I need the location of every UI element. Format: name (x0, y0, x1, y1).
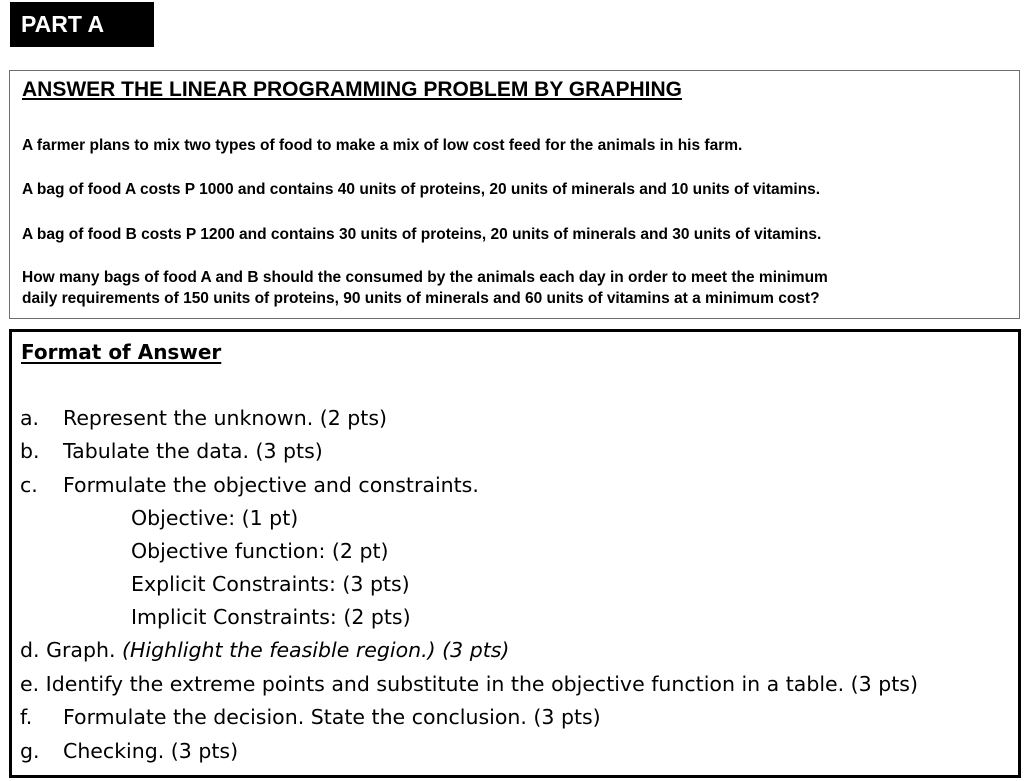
answer-item-e (20, 670, 918, 698)
item-text: Formulate the objective and constraints. (63, 473, 479, 497)
item-marker: g. (20, 739, 40, 763)
problem-paragraph-intro: A farmer plans to mix two types of food to make a mix of low cost feed for the animals in his farm. (22, 137, 743, 154)
item-text: Checking. (3 pts) (63, 739, 239, 763)
answer-format-heading: Format of Answer (21, 340, 222, 364)
item-marker: a. (20, 406, 40, 430)
sub-item-objective: Objective: (1 pt) (131, 506, 299, 530)
answer-item-f (20, 703, 601, 731)
item-text: Represent the unknown. (2 pts) (63, 406, 388, 430)
item-italic-text: (Highlight the feasible region.) (3 pts) (122, 638, 510, 662)
item-marker: b. (20, 439, 40, 463)
item-marker: e. (20, 672, 40, 696)
item-marker: d. (20, 638, 40, 662)
sub-item-explicit-constraints: Explicit Constraints: (3 pts) (131, 572, 410, 596)
item-text: Graph. (46, 638, 116, 662)
answer-item-b (20, 437, 323, 465)
problem-question-line-1: How many bags of food A and B should the consumed by the animals each day in order to meet the minimum (22, 269, 828, 286)
problem-paragraph-food-b: A bag of food B costs P 1200 and contains 30 units of proteins, 20 units of minerals and 30 units of vitamins. (22, 226, 822, 243)
sub-item-implicit-constraints: Implicit Constraints: (2 pts) (131, 605, 411, 629)
sub-item-objective-function: Objective function: (2 pt) (131, 539, 389, 563)
answer-item-g (20, 737, 238, 765)
item-marker: c. (20, 473, 38, 497)
problem-paragraph-food-a: A bag of food A costs P 1000 and contains 40 units of proteins, 20 units of minerals and 10 units of vitamins. (22, 181, 821, 198)
item-text: Identify the extreme points and substitute in the objective function in a table. (3 pts) (45, 672, 918, 696)
answer-format-box (9, 329, 1021, 778)
part-label: PART A (10, 2, 154, 47)
item-text: Tabulate the data. (3 pts) (63, 439, 323, 463)
problem-question-line-2: daily requirements of 150 units of proteins, 90 units of minerals and 60 units of vitamins at a minimum cost? (22, 290, 820, 307)
answer-item-d (20, 636, 509, 664)
answer-item-a (20, 404, 387, 432)
item-text: Formulate the decision. State the conclusion. (3 pts) (63, 705, 601, 729)
answer-item-c (20, 471, 479, 499)
item-marker: f. (20, 705, 33, 729)
problem-heading: ANSWER THE LINEAR PROGRAMMING PROBLEM BY GRAPHING (22, 78, 682, 101)
problem-box (9, 70, 1020, 319)
